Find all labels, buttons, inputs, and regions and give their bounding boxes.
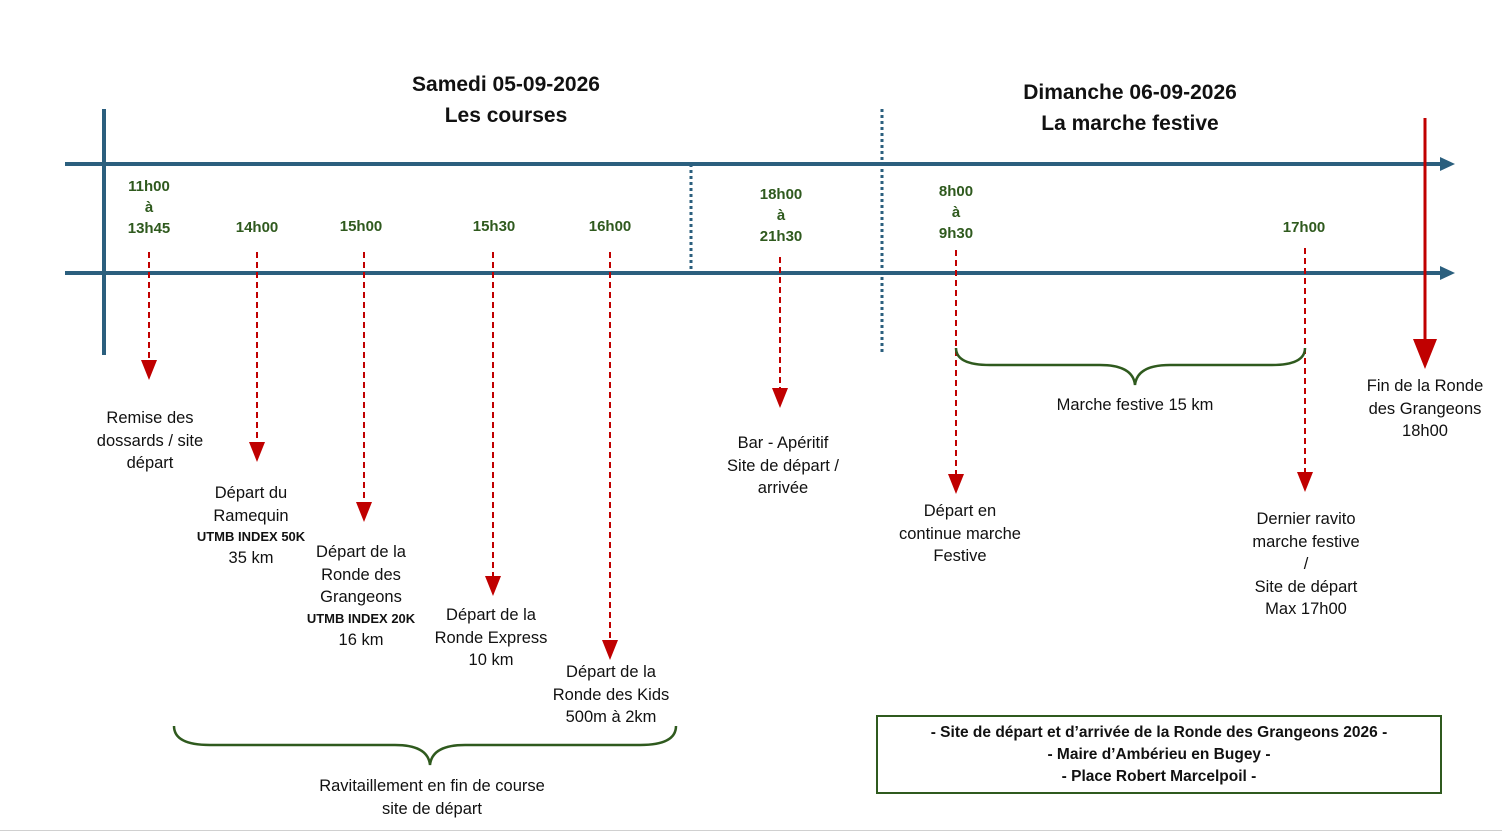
bottom-divider — [0, 830, 1502, 831]
venue-line-3: - Place Robert Marcelpoil - — [1061, 768, 1257, 785]
brace-supply-label: Ravitaillement en fin de course site de départ — [319, 777, 545, 818]
time-t7: 8h00 à 9h30 — [938, 183, 974, 242]
brace-walk — [956, 348, 1305, 385]
saturday-date: Samedi 05-09-2026 — [412, 73, 600, 96]
utmb-20k-badge: UTMB INDEX 20K — [306, 610, 416, 626]
event-ronde-kids: Départ de la Ronde des Kids 500m à 2km — [552, 663, 670, 726]
timeline-axis-top-arrowhead — [1440, 157, 1455, 171]
event-ronde-express: Départ de la Ronde Express 10 km — [434, 606, 548, 669]
time-t5: 16h00 — [588, 218, 632, 235]
sunday-header — [980, 77, 1280, 139]
venue-line-2: - Maire d’Ambérieu en Bugey - — [1047, 746, 1271, 763]
saturday-header — [356, 69, 656, 131]
event-end: Fin de la Ronde des Grangeons 18h00 — [1366, 377, 1484, 440]
event-ramequin: Départ du Ramequin UTMB INDEX 50K 35 km — [196, 484, 306, 567]
saturday-title: Les courses — [444, 104, 568, 127]
brace-supply — [174, 726, 676, 765]
venue-line-1: - Site de départ et d’arrivée de la Ronde des Grangeons 2026 - — [930, 724, 1388, 741]
utmb-50k-badge: UTMB INDEX 50K — [196, 529, 306, 544]
event-bib-pickup: Remise des dossards / site départ — [96, 409, 204, 472]
time-t3: 15h00 — [339, 218, 383, 235]
sunday-date: Dimanche 06-09-2026 — [1023, 81, 1237, 104]
event-last-supply: Dernier ravito marche festive / Site de départ Max 17h00 — [1252, 510, 1360, 618]
time-t6: 18h00 à 21h30 — [759, 186, 803, 245]
brace-walk-label: Marche festive 15 km — [1056, 396, 1214, 414]
sunday-title: La marche festive — [1041, 112, 1219, 135]
venue-info-box — [876, 715, 1442, 794]
timeline-axis-bottom-arrowhead — [1440, 266, 1455, 280]
time-t2: 14h00 — [235, 219, 279, 236]
time-t8: 17h00 — [1282, 219, 1326, 236]
time-t4: 15h30 — [472, 218, 516, 235]
event-bar-aperitif: Bar - Apéritif Site de départ / arrivée — [727, 434, 839, 497]
event-walk-start: Départ en continue marche Festive — [899, 502, 1021, 565]
time-t1: 11h00 à 13h45 — [127, 178, 171, 237]
event-ronde-grangeons: Départ de la Ronde des Grangeons UTMB INDEX 20K 16 km — [306, 543, 416, 649]
